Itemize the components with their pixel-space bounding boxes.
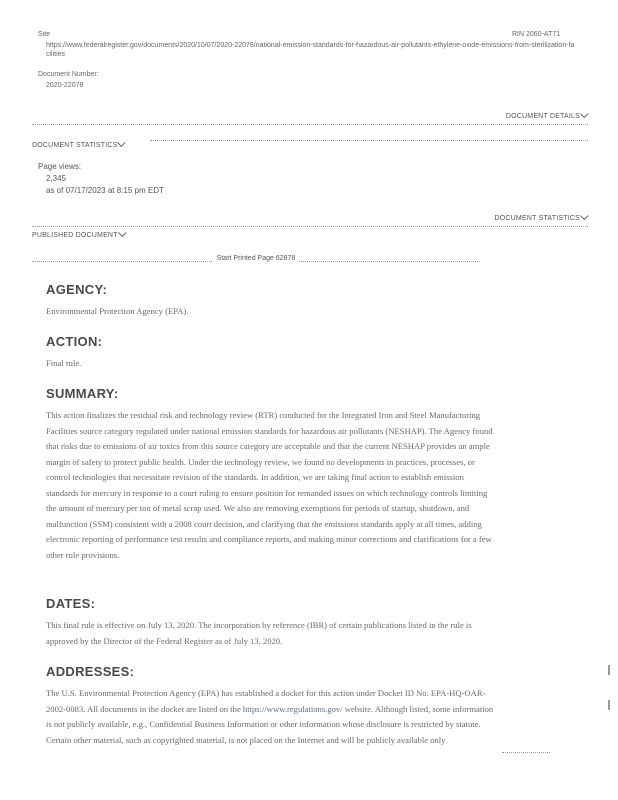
page-views-date: as of 07/17/2023 at 8:15 pm EDT — [46, 186, 164, 195]
document-statistics-toggle-right[interactable]: DOCUMENT STATISTICS — [495, 215, 588, 222]
action-heading: ACTION: — [46, 334, 103, 349]
divider — [32, 226, 588, 227]
site-label: Site — [38, 31, 51, 38]
document-details-toggle[interactable]: DOCUMENT DETAILS — [506, 113, 588, 120]
page-views-label: Page views: — [38, 162, 82, 171]
dates-heading: DATES: — [46, 596, 96, 611]
page-views-count: 2,345 — [46, 174, 67, 183]
addresses-text-part-1: The U.S. Environmental Protection Agency (EPA) has established a docket for this action under Docket ID No. EPA-HQ-OAR-2002-0083. All documents in the docket are listed on the — [46, 688, 486, 714]
dates-text: This final rule is effective on July 13, 2020. The incorporation by reference (IBR) of certain publications listed in the rule is approved by the Director of the Federal Register as of July 13, 2020. — [46, 620, 472, 646]
scroll-marker — [608, 700, 610, 710]
document-number-label: Document Number: — [38, 71, 99, 78]
site-code: RIN 2060-AT71 — [512, 31, 561, 38]
document-statistics-toggle[interactable]: DOCUMENT STATISTICS — [32, 142, 125, 149]
divider — [502, 752, 550, 753]
summary-heading: SUMMARY: — [46, 386, 119, 401]
agency-text: Environmental Protection Agency (EPA). — [46, 306, 189, 316]
site-url[interactable]: https://www.federalregister.gov/documents/2020/10/07/2020-22078/national-emission-standards-for-hazardous-air-pollutants-ethylene-oxide-emissions-from-sterilization-facilities — [46, 42, 575, 58]
regulations-link[interactable]: https://www.regulations.gov/ — [242, 703, 343, 714]
document-number: 2020-22078 — [46, 82, 84, 89]
published-document-toggle[interactable]: PUBLISHED DOCUMENT — [32, 232, 126, 239]
agency-heading: AGENCY: — [46, 282, 108, 297]
addresses-heading: ADDRESSES: — [46, 664, 135, 679]
printed-page-marker — [32, 255, 480, 267]
divider — [32, 124, 588, 125]
divider — [150, 140, 588, 141]
printed-page-label: Start Printed Page 62878 — [213, 255, 300, 262]
addresses-text — [46, 686, 498, 782]
scroll-marker — [608, 665, 610, 675]
addresses-text-part-2: website. Although listed, some information is not publicly available, e.g., Confidential Business Information or other information whose disclosure is restricted by statute. Certain other material, such as copyrighted material, is not placed on the Internet and will be publicly available only — [46, 703, 494, 745]
summary-text: This action finalizes the residual risk and technology review (RTR) conducted for the Integrated Iron and Steel Manufacturing Facilities source category regulated under national emission standards for hazardous air pollutants (NESHAP). The Agency found that risks due to emissions of air toxics from this source category are acceptable and that the current NESHAP provides an ample margin of safety to protect public health. Under the technology review, we found no developments in practices, processes, or control technologies that necessitate revision of the standards. In addition, we are taking final action to establish emission standards for mercury in response to a court ruling to ensure position for remanded issues on which technology controls limiting the amount of mercury per ton of metal scrap used. We also are removing exemptions for periods of startup, shutdown, and malfunction (SSM) consistent with a 2008 court decision, and clarifying that the emissions standards apply at all times, adding electronic reporting of performance test results and compliance reports, and making minor corrections and clarifications for a few other rule provisions. — [46, 410, 493, 560]
action-text: Final rule. — [46, 358, 82, 368]
